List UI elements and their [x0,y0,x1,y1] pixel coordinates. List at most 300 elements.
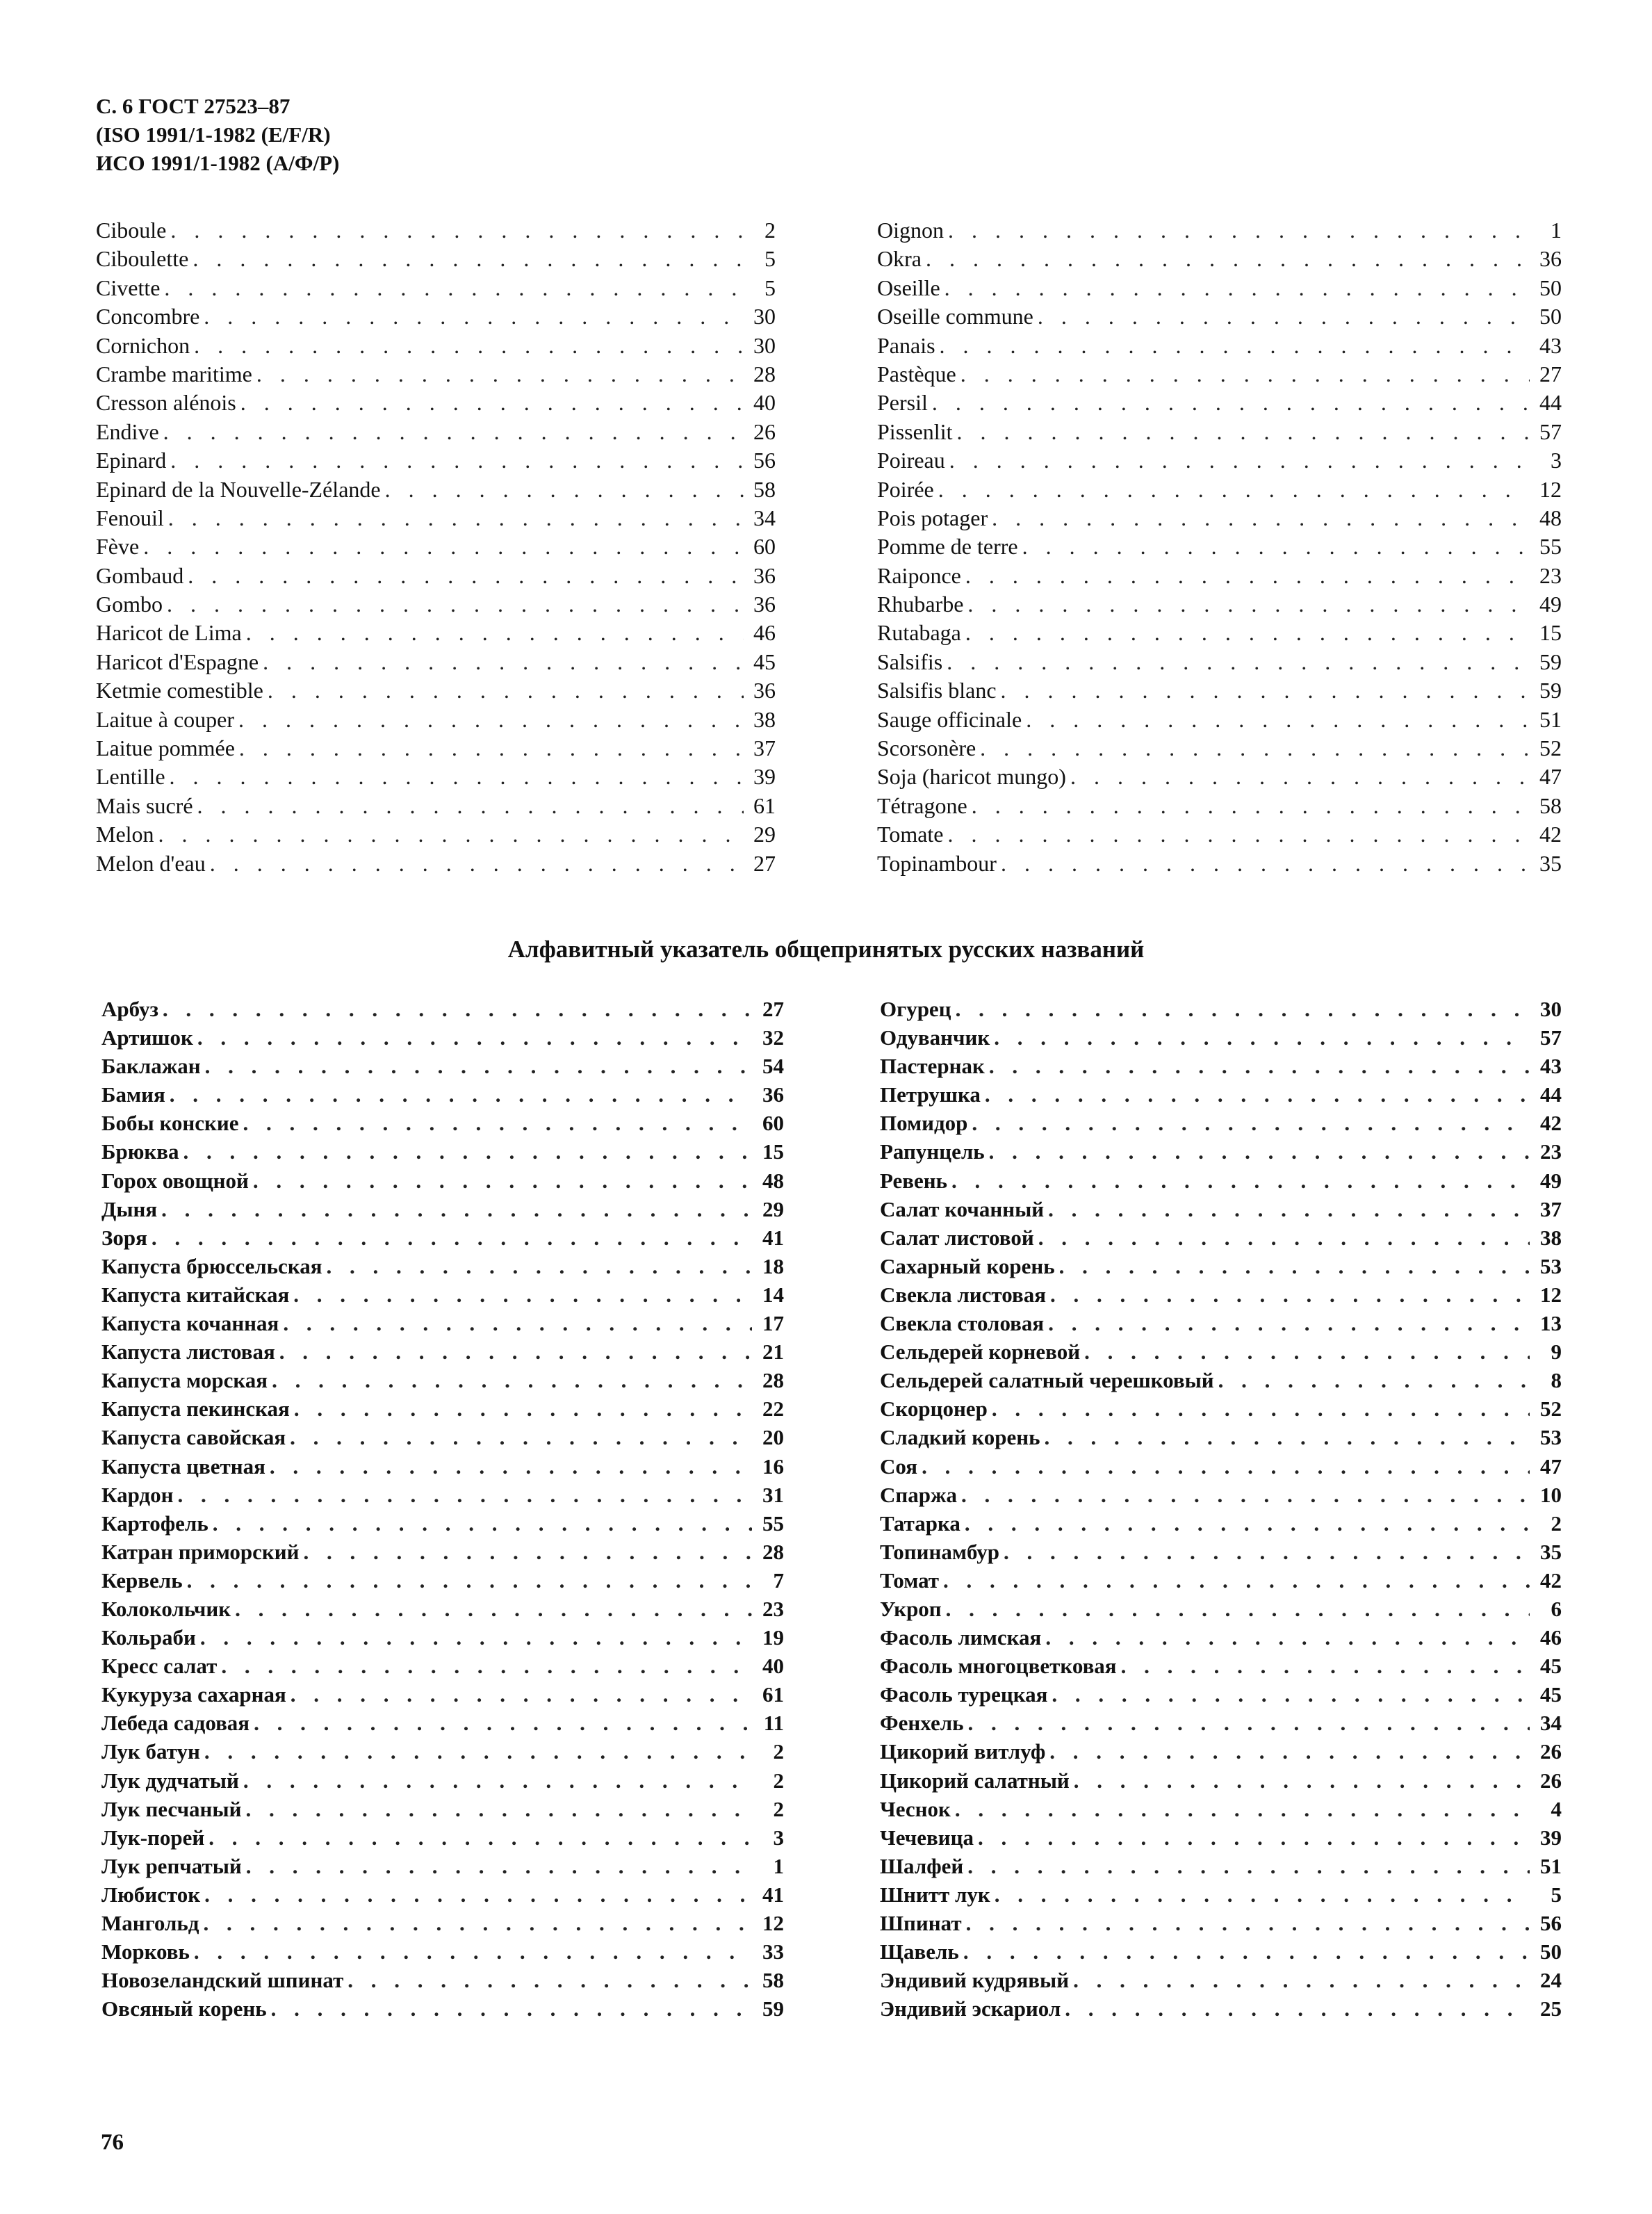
index-number: 46 [753,620,776,646]
index-term: Pastèque [877,361,956,386]
index-number: 59 [762,1996,784,2021]
index-entry [101,1080,784,1109]
index-term: Салат листовой [880,1225,1034,1250]
dot-leader [161,1195,752,1223]
index-number: 15 [1539,620,1562,646]
index-number: 1 [1551,218,1562,243]
index-number: 7 [773,1568,784,1593]
index-number: 45 [1540,1682,1562,1707]
index-number: 52 [1539,735,1562,761]
index-term: Oseille commune [877,304,1033,329]
index-entry [880,1509,1562,1538]
index-entry [880,1823,1562,1852]
index-term: Топинамбур [880,1539,1000,1564]
index-number: 6 [1551,1596,1562,1621]
index-term: Эндивий эскариол [880,1996,1061,2021]
index-number: 60 [762,1111,784,1136]
index-number: 17 [762,1311,784,1336]
index-number: 43 [1540,1054,1562,1079]
index-term: Артишок [101,1025,193,1050]
index-entry [877,360,1562,389]
dot-leader [170,446,744,475]
dot-leader [963,1937,1530,1966]
index-number: 38 [753,706,776,732]
index-entry [96,792,776,820]
index-number: 33 [762,1939,784,1964]
index-term: Oseille [877,275,940,300]
dot-leader [1084,1337,1530,1366]
index-entry [877,619,1562,647]
index-entry [880,1052,1562,1080]
dot-leader [989,1137,1530,1166]
index-term: Соя [880,1454,918,1479]
index-number: 36 [753,562,776,588]
dot-leader [949,446,1530,475]
index-term: Pissenlit [877,418,953,444]
dot-leader [946,1595,1530,1623]
index-entry [880,1623,1562,1652]
index-entry [96,360,776,389]
index-number: 30 [753,332,776,358]
index-entry [880,1252,1562,1280]
index-term: Спаржа [880,1482,957,1507]
index-term: Pomme de terre [877,534,1018,560]
dot-leader [385,475,744,504]
dot-leader [326,1252,752,1280]
dot-leader [926,245,1530,273]
dot-leader [187,1566,752,1595]
index-entry [101,1823,784,1852]
index-entry [96,590,776,619]
index-term: Мангольд [101,1911,199,1935]
index-entry [101,1280,784,1309]
index-number: 29 [762,1196,784,1221]
index-number: 2 [773,1768,784,1793]
index-entry [96,389,776,417]
index-number: 36 [1539,246,1562,272]
index-number: 45 [1540,1654,1562,1679]
index-term: Новозеландский шпинат [101,1968,344,1993]
index-term: Фасоль многоцветковая [880,1654,1117,1679]
index-term: Капуста пекинская [101,1397,290,1422]
dot-leader [965,562,1530,590]
index-term: Poirée [877,476,934,502]
index-term: Цикорий салатный [880,1768,1070,1793]
dot-leader [291,1680,752,1709]
index-term: Tomate [877,822,944,847]
index-entry [877,676,1562,705]
index-term: Topinambour [877,850,997,876]
index-number: 58 [1539,792,1562,818]
dot-leader [170,1080,752,1109]
dot-leader [238,706,744,734]
dot-leader [1004,1538,1530,1566]
dot-leader [246,619,744,647]
index-entry [880,1538,1562,1566]
index-number: 31 [762,1482,784,1507]
index-entry [101,1023,784,1052]
index-number: 5 [1551,1882,1562,1907]
dot-leader [947,648,1530,676]
index-entry [877,706,1562,734]
index-term: Капуста кочанная [101,1311,279,1336]
index-term: Помидор [880,1111,968,1136]
dot-leader [283,1309,752,1337]
index-term: Огурец [880,997,951,1021]
index-number: 58 [753,476,776,502]
index-term: Цикорий витлуф [880,1739,1046,1764]
dot-leader [254,1709,752,1737]
dot-leader [1022,532,1530,561]
index-term: Gombo [96,592,163,617]
index-term: Капуста цветная [101,1454,265,1479]
index-number: 27 [1539,361,1562,386]
index-entry [101,1880,784,1909]
dot-leader [204,1737,752,1766]
index-number: 28 [762,1368,784,1393]
index-term: Чечевица [880,1825,974,1850]
index-term: Капуста савойская [101,1425,286,1450]
index-entry [877,734,1562,763]
dot-leader [203,1909,752,1937]
index-entry [101,1994,784,2023]
dot-leader [290,1423,752,1451]
dot-leader [164,274,744,302]
index-term: Ciboulette [96,246,189,272]
index-number: 61 [762,1682,784,1707]
dot-leader [1121,1652,1530,1680]
index-number: 47 [1539,764,1562,790]
dot-leader [943,1566,1530,1595]
index-entry [101,1623,784,1652]
index-term: Рапунцель [880,1139,985,1164]
index-term: Картофель [101,1511,208,1536]
index-number: 12 [762,1911,784,1935]
index-entry [101,1509,784,1538]
index-term: Свекла листовая [880,1282,1046,1307]
index-number: 5 [764,246,776,272]
index-number: 19 [762,1625,784,1650]
index-number: 2 [773,1739,784,1764]
dot-leader [965,1509,1530,1538]
index-term: Ketmie comestible [96,678,263,703]
index-term: Пастернак [880,1054,985,1079]
index-term: Капуста брюссельская [101,1253,322,1278]
dot-leader [972,1109,1530,1137]
index-term: Катран приморский [101,1539,300,1564]
dot-leader [992,1394,1530,1423]
dot-leader [163,995,752,1023]
index-entry [101,1737,784,1766]
dot-leader [293,1280,752,1309]
index-term: Салат кочанный [880,1196,1045,1221]
index-number: 49 [1540,1168,1562,1193]
dot-leader [932,389,1530,417]
index-term: Укроп [880,1596,942,1621]
index-term: Cornichon [96,332,190,358]
index-term: Civette [96,275,161,300]
index-entry [877,389,1562,417]
index-number: 44 [1540,1082,1562,1107]
dot-leader [922,1452,1530,1481]
index-number: 1 [773,1853,784,1878]
index-entry [101,1423,784,1451]
index-number: 23 [1539,562,1562,588]
dot-leader [208,1823,752,1852]
dot-leader [294,1394,752,1423]
dot-leader [240,389,744,417]
dot-leader [980,734,1530,763]
index-term: Лук-порей [101,1825,205,1850]
index-number: 15 [762,1139,784,1164]
dot-leader [1073,1966,1530,1994]
index-entry [880,1994,1562,2023]
dot-leader [1049,1737,1530,1766]
index-entry [101,1366,784,1394]
index-entry [101,1852,784,1880]
index-entry [101,1795,784,1823]
index-number: 25 [1540,1996,1562,2021]
dot-leader [1045,1623,1530,1652]
dot-leader [253,1166,752,1195]
index-term: Ciboule [96,218,167,243]
index-entry [877,562,1562,590]
index-term: Кардон [101,1482,174,1507]
index-term: Лебеда садовая [101,1711,250,1736]
index-entry [96,245,776,273]
index-entry [877,245,1562,273]
index-term: Laitue à couper [96,706,234,732]
index-term: Петрушка [880,1082,981,1107]
index-number: 23 [762,1596,784,1621]
index-number: 41 [762,1882,784,1907]
index-entry [101,1680,784,1709]
index-entry [101,1937,784,1966]
index-term: Salsifis blanc [877,678,997,703]
index-number: 50 [1539,275,1562,300]
index-term: Томат [880,1568,940,1593]
dot-leader [243,1766,752,1795]
index-entry [880,1937,1562,1966]
index-term: Дыня [101,1196,158,1221]
index-entry [880,1109,1562,1137]
index-number: 56 [753,448,776,473]
index-entry [101,1709,784,1737]
dot-leader [1050,1280,1530,1309]
dot-leader [239,734,744,763]
index-number: 52 [1540,1397,1562,1422]
dot-leader [992,504,1530,532]
dot-leader [994,1023,1530,1052]
index-term: Rutabaga [877,620,961,646]
index-number: 57 [1539,418,1562,444]
dot-leader [965,619,1530,647]
dot-leader [204,1880,752,1909]
index-number: 42 [1539,822,1562,847]
dot-leader [170,216,744,245]
dot-leader [972,792,1530,820]
dot-leader [995,1880,1530,1909]
index-term: Кервель [101,1568,183,1593]
dot-leader [221,1652,752,1680]
dot-leader [193,245,744,273]
index-term: Haricot d'Espagne [96,649,259,674]
index-entry [96,648,776,676]
index-entry [96,820,776,849]
dot-leader [1038,302,1530,331]
index-number: 28 [753,361,776,386]
index-term: Melon d'eau [96,850,206,876]
index-term: Scorsonère [877,735,976,761]
index-entry [877,504,1562,532]
index-term: Epinard de la Nouvelle-Zélande [96,476,381,502]
index-term: Sauge officinale [877,706,1022,732]
index-entry [96,706,776,734]
index-number: 4 [1551,1796,1562,1821]
index-entry [880,1394,1562,1423]
dot-leader [1048,1309,1530,1337]
index-number: 40 [753,390,776,416]
index-term: Okra [877,246,922,272]
dot-leader [989,1052,1530,1080]
dot-leader [194,1937,752,1966]
index-term: Panais [877,332,935,358]
index-entry [877,763,1562,791]
index-entry [880,1481,1562,1509]
dot-leader [194,332,744,360]
index-number: 42 [1540,1111,1562,1136]
dot-leader [955,1795,1530,1823]
index-term: Лук песчаный [101,1796,242,1821]
index-entry [877,332,1562,360]
dot-leader [167,590,744,619]
index-entry [96,676,776,705]
index-entry [101,1566,784,1595]
index-entry [880,1595,1562,1623]
dot-leader [243,1109,752,1137]
dot-leader [256,360,744,389]
index-entry [101,1909,784,1937]
index-term: Баклажан [101,1054,201,1079]
index-term: Чеснок [880,1796,951,1821]
index-entry [880,1966,1562,1994]
index-entry [101,1452,784,1481]
index-number: 53 [1540,1253,1562,1278]
index-number: 20 [762,1425,784,1450]
index-term: Бамия [101,1082,165,1107]
index-term: Фасоль лимская [880,1625,1042,1650]
index-entry [877,590,1562,619]
index-entry [101,1595,784,1623]
index-entry [96,504,776,532]
index-term: Ревень [880,1168,948,1193]
header-iso-ref-ru: ИСО 1991/1-1982 (А/Ф/Р) [96,151,340,175]
index-entry [880,1309,1562,1337]
index-term: Haricot de Lima [96,620,242,646]
index-term: Cresson alénois [96,390,236,416]
index-number: 47 [1540,1454,1562,1479]
index-entry [880,1766,1562,1795]
index-number: 13 [1540,1311,1562,1336]
index-term: Laitue pommée [96,735,235,761]
index-entry [96,849,776,878]
index-number: 24 [1540,1968,1562,1993]
header-standard-ref: С. 6 ГОСТ 27523–87 [96,94,291,118]
index-entry [101,1394,784,1423]
index-term: Зоря [101,1225,147,1250]
index-entry [101,1166,784,1195]
index-number: 11 [763,1711,784,1736]
index-number: 26 [753,418,776,444]
index-term: Эндивий кудрявый [880,1968,1070,1993]
index-entry [96,418,776,446]
index-term: Кукуруза сахарная [101,1682,286,1707]
dot-leader [985,1080,1530,1109]
dot-leader [303,1538,752,1566]
index-number: 50 [1539,304,1562,329]
index-term: Poireau [877,448,945,473]
index-term: Soja (haricot mungo) [877,764,1066,790]
index-term: Фасоль турецкая [880,1682,1048,1707]
index-term: Капуста морская [101,1368,268,1393]
index-entry [101,1223,784,1252]
index-entry [101,1309,784,1337]
dot-leader [1052,1680,1530,1709]
index-number: 26 [1540,1739,1562,1764]
dot-leader [168,504,744,532]
index-number: 23 [1540,1139,1562,1164]
index-entry [101,1337,784,1366]
dot-leader [347,1966,752,1994]
index-entry [877,302,1562,331]
dot-leader [956,995,1530,1023]
index-term: Щавель [880,1939,959,1964]
dot-leader [956,418,1530,446]
dot-leader [948,216,1530,245]
index-number: 30 [753,304,776,329]
index-term: Лук дудчатый [101,1768,239,1793]
index-entry [101,1195,784,1223]
index-number: 45 [753,649,776,674]
index-number: 32 [762,1025,784,1050]
index-term: Шпинат [880,1911,962,1935]
dot-leader [968,1709,1530,1737]
index-term: Сельдерей салатный черешковый [880,1368,1214,1393]
index-term: Tétragone [877,792,967,818]
index-entry [880,1852,1562,1880]
index-number: 30 [1540,997,1562,1021]
index-term: Кольраби [101,1625,196,1650]
index-number: 37 [1540,1196,1562,1221]
index-term: Epinard [96,448,167,473]
index-entry [880,1909,1562,1937]
index-entry [101,1109,784,1137]
dot-leader [263,648,744,676]
index-entry [880,995,1562,1023]
index-number: 57 [1540,1025,1562,1050]
index-entry [96,562,776,590]
index-number: 29 [753,822,776,847]
index-term: Rhubarbe [877,592,964,617]
index-entry [877,648,1562,676]
index-entry [96,332,776,360]
dot-leader [205,1052,752,1080]
dot-leader [961,1481,1530,1509]
index-number: 26 [1540,1768,1562,1793]
dot-leader [967,1852,1530,1880]
dot-leader [163,418,744,446]
dot-leader [1026,706,1530,734]
